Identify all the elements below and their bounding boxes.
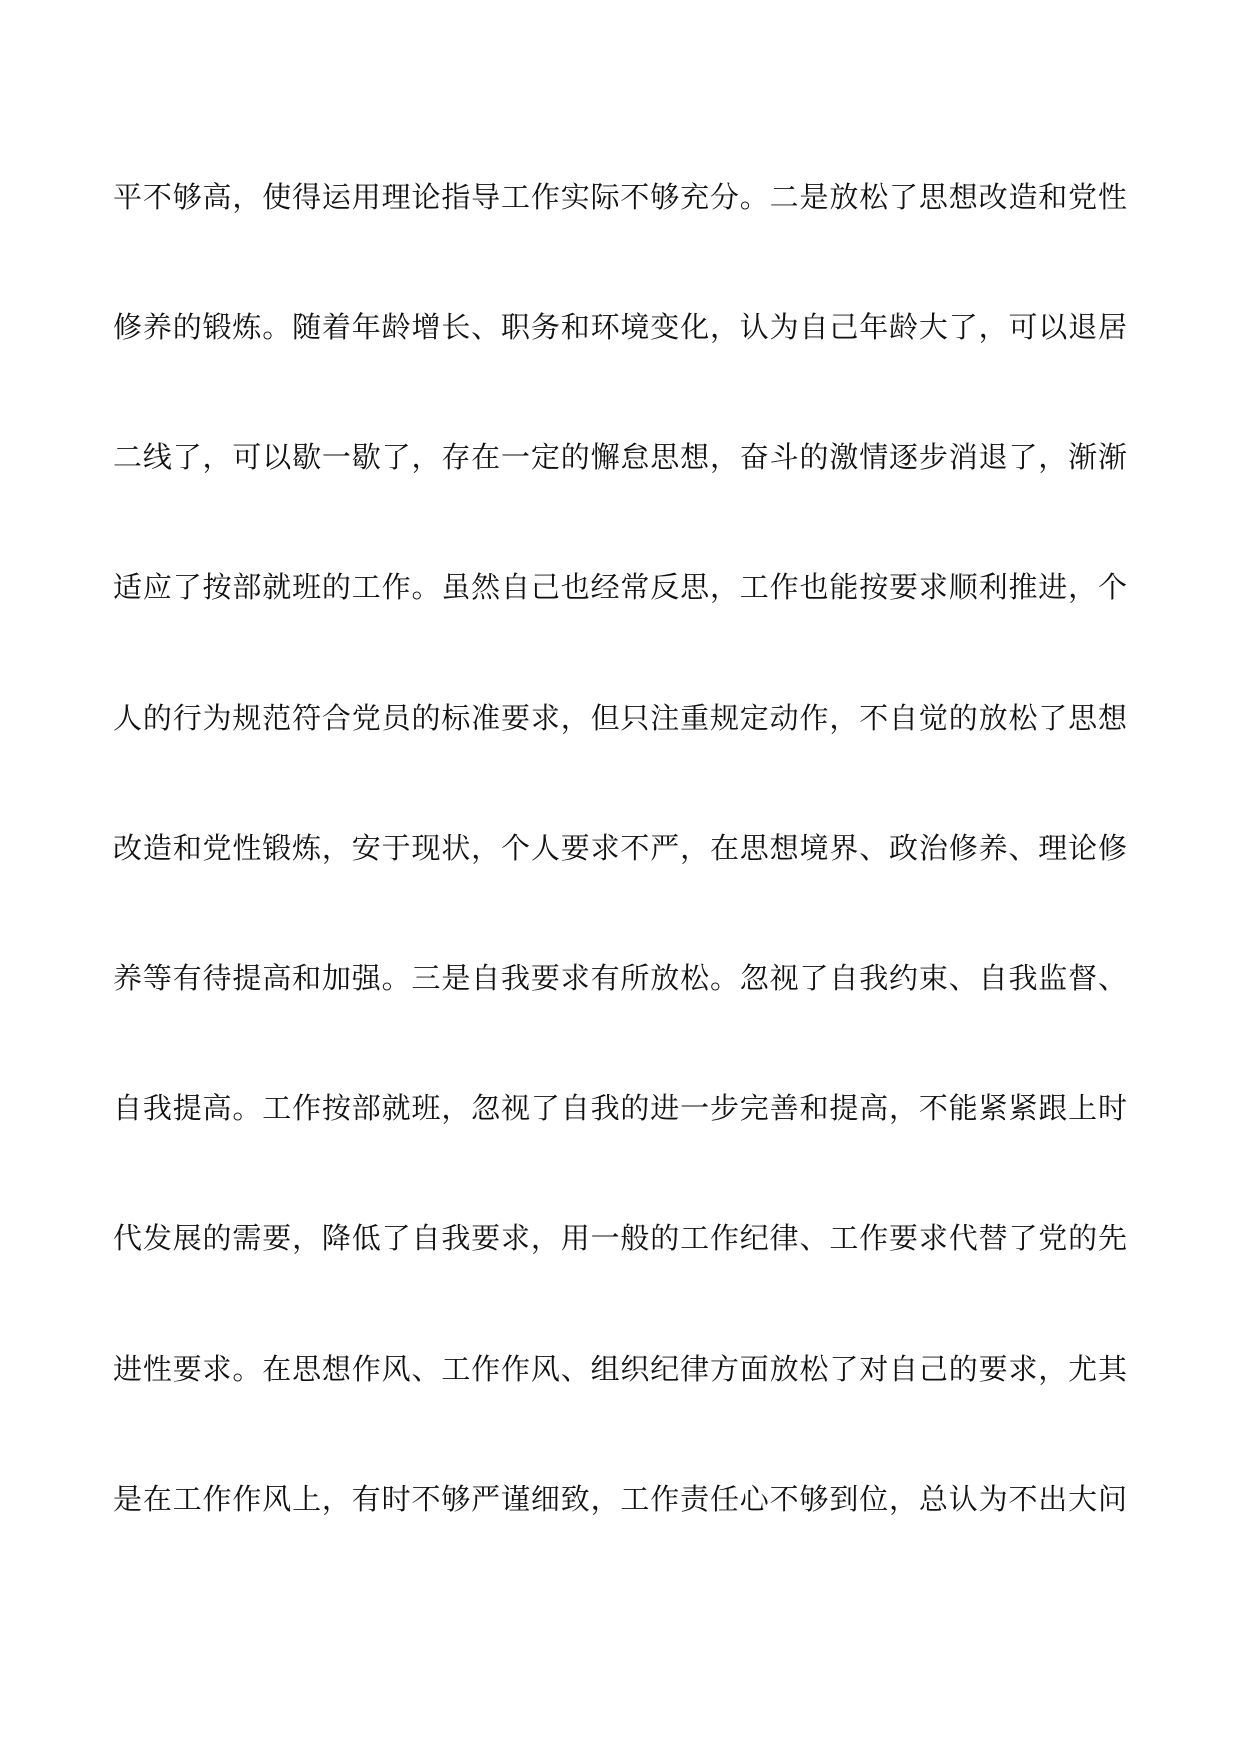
text-line: 人的行为规范符合党员的标准要求，但只注重规定动作，不自觉的放松了思想 xyxy=(113,701,1127,735)
text-line: 是在工作作风上，有时不够严谨细致，工作责任心不够到位，总认为不出大问 xyxy=(113,1482,1127,1516)
text-line: 养等有待提高和加强。三是自我要求有所放松。忽视了自我约束、自我监督、 xyxy=(113,961,1127,995)
text-line: 改造和党性锻炼，安于现状，个人要求不严，在思想境界、政治修养、理论修 xyxy=(113,831,1127,865)
text-line: 修养的锻炼。随着年龄增长、职务和环境变化，认为自己年龄大了，可以退居 xyxy=(113,310,1127,344)
text-line: 自我提高。工作按部就班，忽视了自我的进一步完善和提高，不能紧紧跟上时 xyxy=(113,1091,1127,1125)
text-line: 适应了按部就班的工作。虽然自己也经常反思，工作也能按要求顺利推进，个 xyxy=(113,570,1127,604)
text-line: 平不够高，使得运用理论指导工作实际不够充分。二是放松了思想改造和党性 xyxy=(113,180,1127,214)
text-line: 二线了，可以歇一歇了，存在一定的懈怠思想，奋斗的激情逐步消退了，渐渐 xyxy=(113,440,1127,474)
text-line: 进性要求。在思想作风、工作作风、组织纪律方面放松了对自己的要求，尤其 xyxy=(113,1352,1127,1386)
text-line: 代发展的需要，降低了自我要求，用一般的工作纪律、工作要求代替了党的先 xyxy=(113,1221,1127,1255)
